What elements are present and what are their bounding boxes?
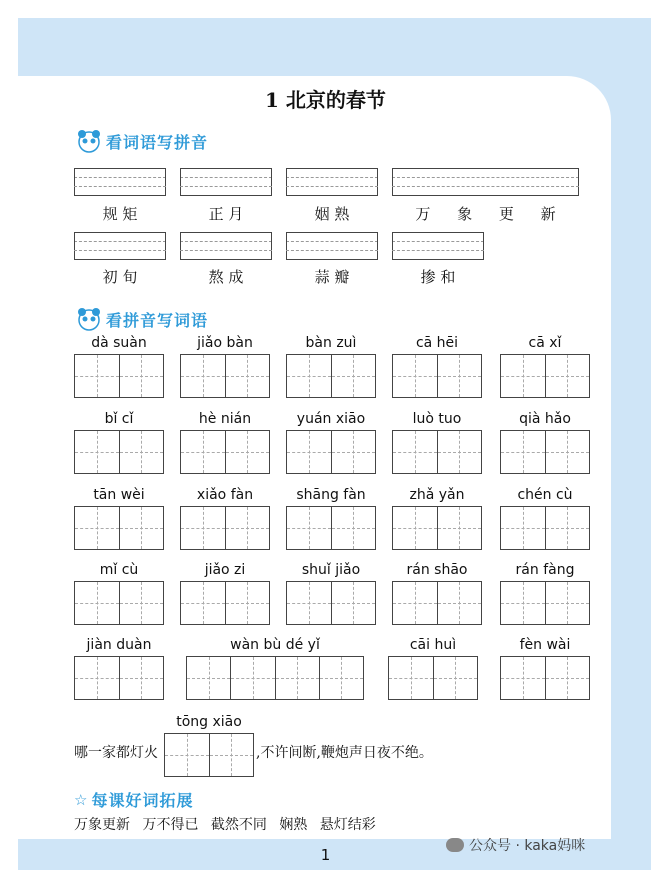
star-icon: ☆ bbox=[74, 790, 88, 809]
sentence-after: ,不许间断,鞭炮声日夜不绝。 bbox=[256, 745, 433, 761]
extension-words: 万象更新 万不得已 截然不同 娴熟 悬灯结彩 bbox=[74, 817, 376, 833]
tian-grid[interactable] bbox=[164, 733, 254, 777]
tian-grid[interactable] bbox=[392, 581, 482, 625]
page-number: 1 bbox=[320, 846, 331, 864]
section-header-3 bbox=[74, 788, 193, 811]
watermark-text: 公众号 · kaka妈咪 bbox=[469, 838, 586, 854]
pinyin-label: wàn bù dé yǐ bbox=[230, 637, 320, 653]
tian-grid[interactable] bbox=[392, 430, 482, 474]
tian-grid[interactable] bbox=[500, 656, 590, 700]
pinyin-box[interactable] bbox=[286, 232, 378, 260]
pinyin-box[interactable] bbox=[180, 168, 272, 196]
pinyin-label: dà suàn bbox=[91, 335, 147, 351]
sentence-before: 哪一家都灯火 bbox=[74, 745, 158, 761]
tian-grid[interactable] bbox=[388, 656, 478, 700]
tian-grid[interactable] bbox=[74, 430, 164, 474]
word-label: 熬 成 bbox=[208, 268, 244, 286]
word-label: 正 月 bbox=[208, 205, 244, 223]
pinyin-box[interactable] bbox=[286, 168, 378, 196]
tian-grid[interactable] bbox=[180, 430, 270, 474]
pinyin-label: mǐ cù bbox=[99, 562, 139, 578]
tian-grid[interactable] bbox=[186, 656, 364, 700]
pinyin-label: fèn wài bbox=[519, 637, 571, 653]
tian-grid[interactable] bbox=[286, 581, 376, 625]
panda-icon bbox=[76, 128, 102, 154]
pinyin-label: cāi huì bbox=[409, 637, 457, 653]
word-label: 规 矩 bbox=[102, 205, 138, 223]
word-label: 万 象 更 新 bbox=[415, 205, 556, 223]
pinyin-label: tōng xiāo bbox=[176, 714, 242, 730]
pinyin-label: yuán xiāo bbox=[296, 411, 366, 427]
section-title: 每课好词拓展 bbox=[91, 791, 194, 810]
tian-grid[interactable] bbox=[392, 506, 482, 550]
pinyin-label: cā xǐ bbox=[528, 335, 562, 351]
pinyin-label: luò tuo bbox=[412, 411, 462, 427]
tian-grid[interactable] bbox=[180, 506, 270, 550]
pinyin-label: tān wèi bbox=[93, 487, 145, 503]
tian-grid[interactable] bbox=[500, 581, 590, 625]
pinyin-label: jiǎo zi bbox=[204, 562, 246, 578]
pinyin-label: shāng fàn bbox=[296, 487, 366, 503]
section-title: 看拼音写词语 bbox=[106, 310, 209, 330]
pinyin-label: chén cù bbox=[517, 487, 573, 503]
pinyin-label: rán fàng bbox=[515, 562, 575, 578]
tian-grid[interactable] bbox=[74, 581, 164, 625]
tian-grid[interactable] bbox=[500, 430, 590, 474]
pinyin-label: qià hǎo bbox=[519, 411, 571, 427]
section-title: 看词语写拼音 bbox=[106, 132, 209, 152]
tian-grid[interactable] bbox=[74, 656, 164, 700]
word-label: 掺 和 bbox=[420, 268, 456, 286]
pinyin-label: rán shāo bbox=[406, 562, 468, 578]
pinyin-label: hè nián bbox=[198, 411, 252, 427]
pinyin-label: shuǐ jiǎo bbox=[301, 562, 361, 578]
header-band bbox=[18, 18, 611, 76]
pinyin-box[interactable] bbox=[74, 232, 166, 260]
panda-icon bbox=[76, 306, 102, 332]
tian-grid[interactable] bbox=[180, 354, 270, 398]
pinyin-label: bàn zuì bbox=[305, 335, 357, 351]
word-label: 初 旬 bbox=[102, 268, 138, 286]
word-label: 蒜 瓣 bbox=[314, 268, 350, 286]
section-header-1 bbox=[76, 128, 208, 154]
pinyin-label: zhǎ yǎn bbox=[409, 487, 465, 503]
tian-grid[interactable] bbox=[74, 506, 164, 550]
tian-grid[interactable] bbox=[286, 354, 376, 398]
pinyin-box[interactable] bbox=[392, 168, 579, 196]
watermark bbox=[446, 835, 585, 855]
left-margin bbox=[0, 0, 18, 870]
tian-grid[interactable] bbox=[286, 430, 376, 474]
pinyin-box[interactable] bbox=[392, 232, 484, 260]
pinyin-box[interactable] bbox=[180, 232, 272, 260]
pinyin-label: xiǎo fàn bbox=[196, 487, 254, 503]
section-header-2 bbox=[76, 306, 208, 332]
page-title: 1 北京的春节 bbox=[265, 88, 386, 112]
tian-grid[interactable] bbox=[500, 354, 590, 398]
tian-grid[interactable] bbox=[74, 354, 164, 398]
pinyin-box[interactable] bbox=[74, 168, 166, 196]
wechat-icon bbox=[446, 838, 464, 852]
top-margin bbox=[0, 0, 651, 18]
tian-grid[interactable] bbox=[286, 506, 376, 550]
pinyin-label: jiàn duàn bbox=[86, 637, 152, 653]
tian-grid[interactable] bbox=[180, 581, 270, 625]
pinyin-label: jiǎo bàn bbox=[197, 335, 253, 351]
tian-grid[interactable] bbox=[392, 354, 482, 398]
pinyin-label: bǐ cǐ bbox=[104, 411, 134, 427]
tian-grid[interactable] bbox=[500, 506, 590, 550]
pinyin-label: cā hēi bbox=[415, 335, 459, 351]
word-label: 姻 熟 bbox=[314, 205, 350, 223]
